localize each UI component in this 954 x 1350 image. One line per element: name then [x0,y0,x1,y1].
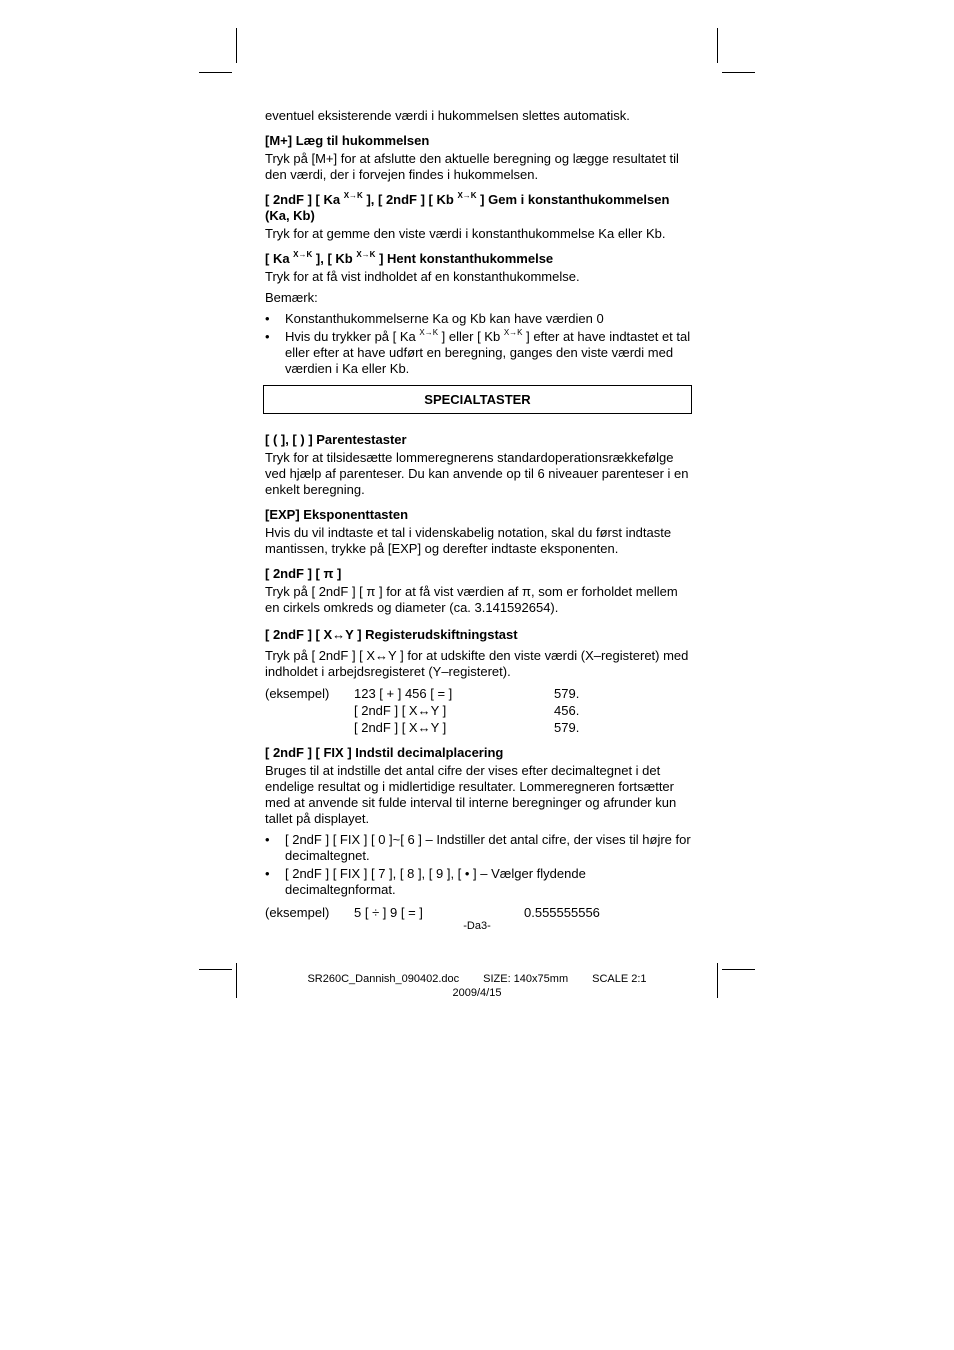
footer-filename: SR260C_Dannish_090402.doc [307,973,460,985]
crop-mark [717,28,718,63]
footer-size: SIZE: 140x75mm [483,973,569,985]
fix-text: Bruges til at indstille det antal cifre der vises efter decimaltegnet i det endelige resultat og i midlertidige resultater. Lommeregneren fortsætter med at anvende sit fulde interval til interne beregninger og afrunder kun tallet på displayet. [265,763,677,826]
xy-example [265,685,693,736]
exp-text: Hvis du vil indtaste et tal i videnskabelig notation, skal du først indtaste mantissen, trykke på [EXP] og derefter indtaste eksponenten. [265,525,672,556]
page-content [265,108,693,921]
recall-const-text: Tryk for at få vist indholdet af en konstanthukommelse. [265,269,580,284]
mplus-text: Tryk på [M+] for at afslutte den aktuelle beregning og lægge resultatet til den værdi, der i forvejen findes i hukommelsen. [265,151,679,182]
crop-mark [199,72,232,73]
store-const-heading: [ 2ndF ] [ Ka $^{X\to K}$ ], [ 2ndF ] [ Kb $^{X\to K}$ ] Gem i konstanthukommelsen (Ka, Kb) [265,190,670,223]
exp-heading: [EXP] Eksponenttasten [265,507,409,522]
example-row: (eksempel) 123 [ + ] 456 [ = ] 579. [265,686,580,701]
example-row: [ 2ndF ] [ X↔Y ] 456. [354,703,580,718]
store-const-text: Tryk for at gemme den viste værdi i konstanthukommelse Ka eller Kb. [265,226,666,241]
document-footer [0,972,954,1000]
note-label: Bemærk: [265,290,318,305]
intro-line: eventuel eksisterende værdi i hukommelsen slettes automatisk. [265,108,630,123]
footer-date: 2009/4/15 [452,987,502,999]
crop-mark [722,72,755,73]
page-number: -Da3- [463,920,491,932]
list-item: • Hvis du trykker på [ Ka $^{X\to K}$ ] eller [ Kb $^{X\to K}$ ] efter at have indtastet et tal eller efter at have udført en beregning, ganges den viste værdi med værdien i Ka eller Kb. [265,329,693,377]
crop-mark [722,969,755,970]
list-item: • [ 2ndF ] [ FIX ] [ 7 ], [ 8 ], [ 9 ], [ • ] – Vælger flydende decimaltegnformat. [265,866,693,898]
section-title: SPECIALTASTER [263,385,692,414]
example-row: [ 2ndF ] [ X↔Y ] 579. [354,720,580,735]
mplus-heading: [M+] Læg til hukommelsen [265,133,430,148]
crop-mark [236,28,237,63]
fix-list [265,832,693,898]
list-item: • [ 2ndF ] [ FIX ] [ 0 ]~[ 6 ] – Indstiller det antal cifre, der vises til højre for decimaltegnet. [265,832,693,864]
footer-scale: SCALE 2:1 [592,973,647,985]
fix-heading: [ 2ndF ] [ FIX ] Indstil decimalplacering [265,745,504,760]
parens-text: Tryk for at tilsidesætte lommeregnerens standardoperationsrækkefølge ved hjælp af parenteser. Du kan anvende op til 6 niveauer parenteser i en enkelt beregning. [265,450,689,497]
xy-text: Tryk på [ 2ndF ] [ X↔Y ] for at udskifte den viste værdi (X–registeret) med indholdet i arbejdsregisteret (Y–registeret). [265,648,689,679]
parens-heading: [ ( ], [ ) ] Parentestaster [265,432,407,447]
list-item: • Konstanthukommelserne Ka og Kb kan have værdien 0 [265,311,693,327]
fix-example: (eksempel) 5 [ ÷ ] 9 [ = ] 0.555555556 [265,905,600,920]
crop-mark [199,969,232,970]
pi-heading: [ 2ndF ] [ π ] [265,566,342,581]
note-list [265,311,693,377]
recall-const-heading: [ Ka $^{X\to K}$ ], [ Kb $^{X\to K}$ ] Hent konstanthukommelse [265,249,554,266]
pi-text: Tryk på [ 2ndF ] [ π ] for at få vist værdien af π, som er forholdet mellem en cirkels omkreds og diameter (ca. 3.141592654). [265,584,678,615]
xy-heading: [ 2ndF ] [ X↔Y ] Registerudskiftningstast [265,627,518,642]
